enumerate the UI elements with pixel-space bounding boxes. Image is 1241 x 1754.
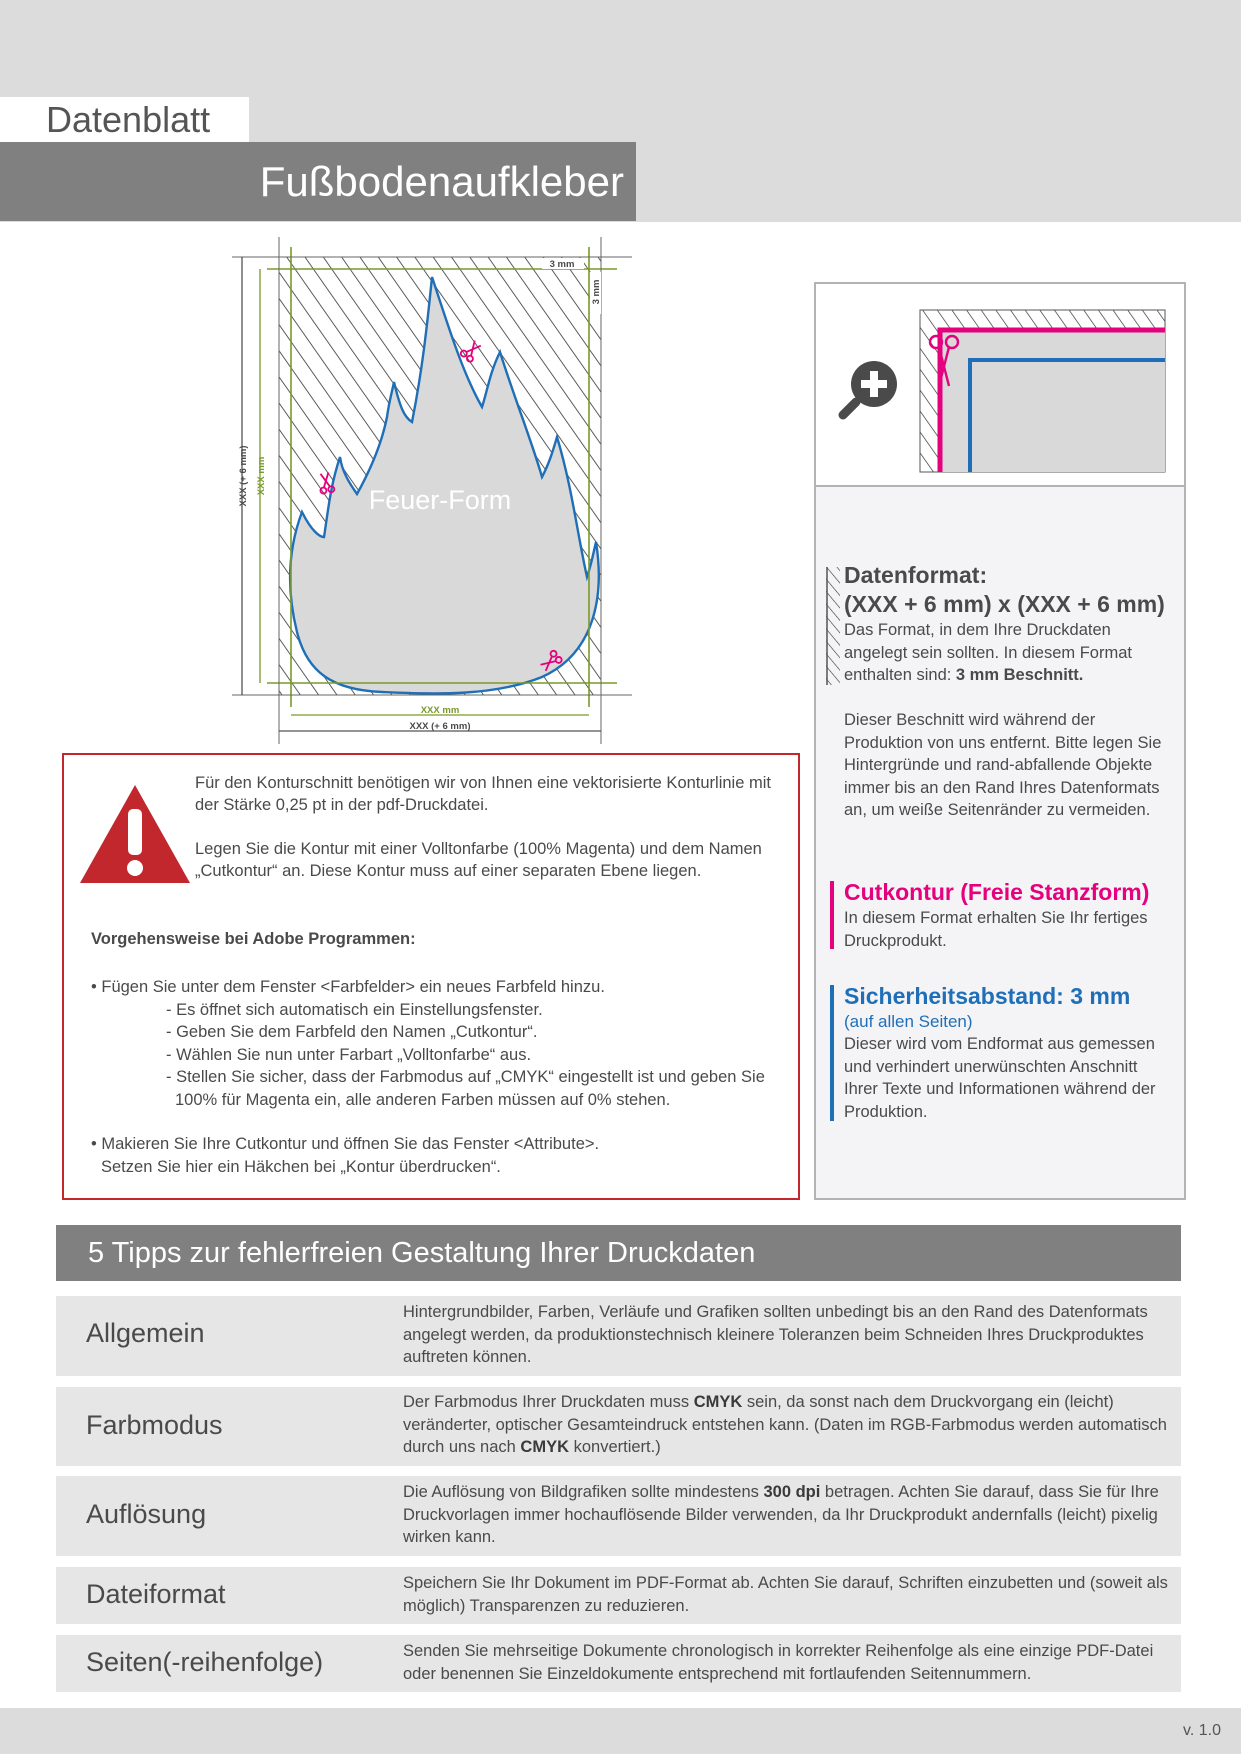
step-1: • Fügen Sie unter dem Fenster <Farbfelder> ein neues Farbfeld hinzu. bbox=[91, 978, 605, 996]
tip-text: Der Farbmodus Ihrer Druckdaten muss CMYK sein, da sonst nach dem Druckvorgang ein (leicht) veränderter, optischer Gesamteindruck entstehen kann. (Daten im RGB-Farbmodus werden automatisch durch uns nach CMYK konvertiert.) bbox=[403, 1393, 1167, 1456]
step-2-cont: Setzen Sie hier ein Häkchen bei „Kontur überdrucken“. bbox=[101, 1157, 501, 1176]
steps-list bbox=[91, 976, 796, 1178]
step-1-sub: - Es öffnet sich automatisch ein Einstellungsfenster. bbox=[166, 1000, 543, 1019]
step-1-sub: - Stellen Sie sicher, dass der Farbmodus auf „CMYK“ eingestellt ist und geben Sie bbox=[166, 1068, 765, 1086]
warning-paragraph-2: Legen Sie die Kontur mit einer Volltonfarbe (100% Magenta) und dem Namen „Cutkontur“ an. Diese Kontur muss auf einer separaten Ebene liegen. bbox=[195, 840, 762, 880]
warning-box bbox=[62, 753, 800, 1200]
safety-info bbox=[844, 981, 1174, 1123]
tip-row-seiten bbox=[56, 1635, 1181, 1692]
format-info bbox=[844, 561, 1174, 687]
dim-bleed-right: 3 mm bbox=[591, 279, 602, 305]
tip-row-allgemein bbox=[56, 1296, 1181, 1376]
step-2: • Makieren Sie Ihre Cutkontur und öffnen Sie das Fenster <Attribute>. bbox=[91, 1135, 600, 1153]
shape-label: Feuer-Form bbox=[368, 485, 512, 515]
dim-bleed-top: 3 mm bbox=[549, 259, 575, 270]
tip-row-aufloesung bbox=[56, 1476, 1181, 1556]
tip-name: Farbmodus bbox=[86, 1410, 223, 1440]
cut-info bbox=[844, 877, 1174, 952]
format-size: (XXX + 6 mm) x (XXX + 6 mm) bbox=[844, 591, 1165, 617]
step-1-sub: - Geben Sie dem Farbfeld den Namen „Cutkontur“. bbox=[166, 1023, 538, 1041]
tip-text: Hintergrundbilder, Farben, Verläufe und Grafiken sollten unbedingt bis an den Rand des Datenformats angelegt werden, da produktionstechnisch kleinere Toleranzen beim Schneiden Ihres Druckproduktes auftreten können. bbox=[403, 1303, 1148, 1366]
zoom-detail bbox=[816, 284, 1184, 487]
tip-name: Dateiformat bbox=[86, 1579, 226, 1609]
dim-width-total: XXX (+ 6 mm) bbox=[409, 721, 471, 732]
tip-row-farbmodus bbox=[56, 1387, 1181, 1466]
version-label: v. 1.0 bbox=[1183, 1722, 1221, 1739]
format-text: Das Format, in dem Ihre Druckdaten angelegt sein sollten. In diesem Format enthalten sind: 3 mm Beschnitt. bbox=[844, 621, 1132, 684]
zoom-in-icon bbox=[843, 361, 897, 415]
dim-height-total: XXX (+ 6 mm) bbox=[238, 445, 249, 507]
sticker-diagram bbox=[232, 232, 652, 744]
footer bbox=[0, 1708, 1241, 1754]
dim-height-net: XXX mm bbox=[256, 456, 267, 496]
step-1-sub: - Wählen Sie nun unter Farbart „Volltonfarbe“ aus. bbox=[166, 1045, 532, 1064]
tip-name: Auflösung bbox=[86, 1499, 207, 1529]
tip-text: Die Auflösung von Bildgrafiken sollte mindestens 300 dpi betragen. Achten Sie darauf, dass Sie für Ihre Druckvorlagen immer hochauflösende Bilder verwenden, da Ihr Druckprodukt andernfalls (leicht) pixelig wirken kann. bbox=[403, 1483, 1159, 1546]
warning-icon bbox=[78, 783, 192, 885]
bleed-detail-graphic bbox=[816, 284, 1184, 487]
format-heading: Datenformat: bbox=[844, 562, 988, 588]
tips-heading: 5 Tipps zur fehlerfreien Gestaltung Ihrer Druckdaten bbox=[56, 1225, 1181, 1281]
steps-heading: Vorgehensweise bei Adobe Programmen: bbox=[91, 930, 416, 948]
warning-paragraph-1: Für den Konturschnitt benötigen wir von Ihnen eine vektorisierte Konturlinie mit der Stärke 0,25 pt in der pdf-Druckdatei. bbox=[195, 774, 771, 814]
info-panel bbox=[814, 282, 1186, 1200]
step-1-sub-cont: 100% für Magenta ein, alle anderen Farben müssen auf 0% stehen. bbox=[175, 1090, 671, 1109]
safety-subheading: (auf allen Seiten) bbox=[844, 1012, 973, 1031]
cut-text: In diesem Format erhalten Sie Ihr fertiges Druckprodukt. bbox=[844, 909, 1148, 950]
warning-text bbox=[195, 772, 795, 904]
tip-text: Speichern Sie Ihr Dokument im PDF-Format ab. Achten Sie darauf, Schriften einzubetten und (soweit als möglich) Transparenzen zu reduzieren. bbox=[403, 1574, 1168, 1615]
bleed-description: Dieser Beschnitt wird während der Produktion von uns entfernt. Bitte legen Sie Hintergründe und rand-abfallende Objekte immer bis an den Rand Ihres Datenformats an, um weiße Seitenränder zu vermeiden. bbox=[844, 711, 1162, 819]
bleed-stripe bbox=[826, 567, 840, 685]
safety-heading: Sicherheitsabstand: 3 mm bbox=[844, 983, 1131, 1009]
tip-name: Allgemein bbox=[86, 1318, 205, 1348]
document-label: Datenblatt bbox=[0, 97, 249, 142]
tip-text: Senden Sie mehrseitige Dokumente chronologisch in korrekter Reihenfolge als eine einzige PDF-Datei oder benennen Sie Einzeldokumente entsprechend mit fortlaufenden Seitennummern. bbox=[403, 1642, 1154, 1683]
tip-row-dateiformat bbox=[56, 1567, 1181, 1624]
safety-text: Dieser wird vom Endformat aus gemessen und verhindert unerwünschten Anschnitt Ihrer Texte und Informationen während der Produktion. bbox=[844, 1035, 1156, 1121]
page-title: Fußbodenaufkleber bbox=[0, 142, 636, 221]
cut-heading: Cutkontur (Freie Stanzform) bbox=[844, 879, 1150, 905]
tip-name: Seiten(-reihenfolge) bbox=[86, 1647, 324, 1677]
dim-width-net: XXX mm bbox=[420, 705, 460, 716]
